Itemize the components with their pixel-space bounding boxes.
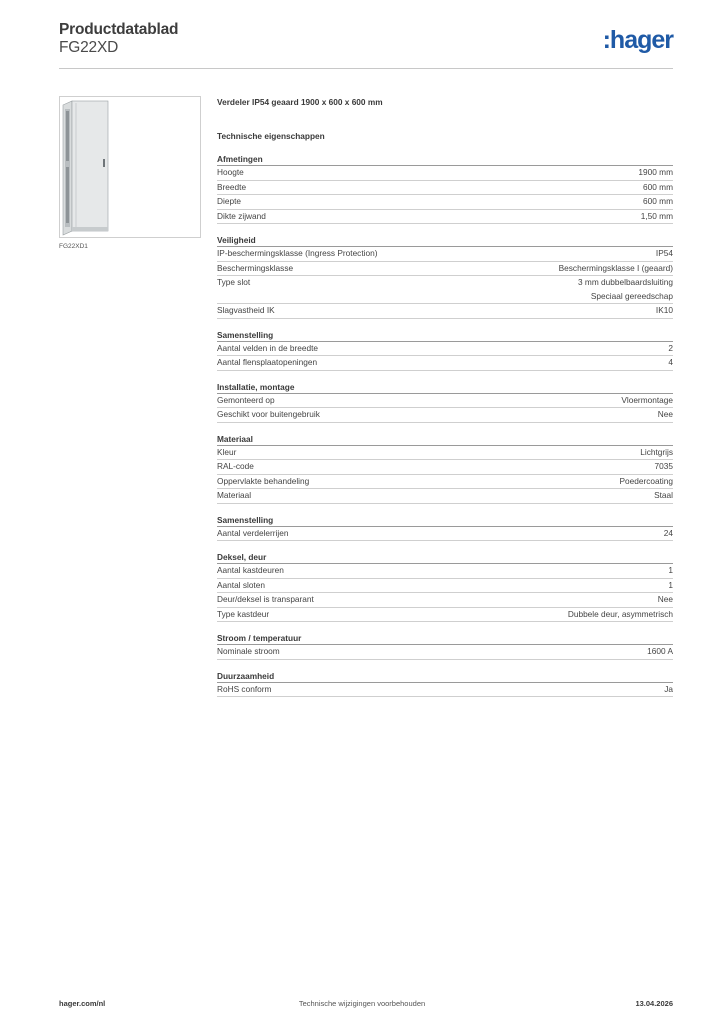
spec-label: Aantal verdelerrijen <box>217 527 289 538</box>
spec-value-line: 24 <box>663 527 673 538</box>
product-code: FG22XD <box>59 39 119 56</box>
spec-row <box>217 489 673 504</box>
spec-group-title: Installatie, montage <box>217 381 673 394</box>
spec-row <box>217 166 673 181</box>
spec-value-line: 1900 mm <box>638 167 673 177</box>
spec-value-line: Ja <box>664 683 673 694</box>
spec-value <box>655 460 673 474</box>
spec-label: RoHS conform <box>217 683 272 694</box>
product-image <box>59 96 201 238</box>
group-spacer <box>217 541 673 551</box>
spec-group-title: Samenstelling <box>217 514 673 527</box>
spec-row <box>217 181 673 196</box>
spec-label: Dikte zijwand <box>217 210 266 221</box>
spec-value <box>658 593 673 607</box>
document-title: Productdatablad <box>59 21 179 38</box>
spec-row <box>217 460 673 475</box>
spec-value <box>643 181 673 195</box>
spec-row <box>217 276 673 304</box>
spec-label: Type slot <box>217 277 251 287</box>
spec-group-title: Veiligheid <box>217 234 673 247</box>
spec-label: Aantal kastdeuren <box>217 565 284 575</box>
spec-label: Diepte <box>217 196 241 206</box>
spec-value-line: Lichtgrijs <box>640 446 673 457</box>
spec-row <box>217 645 673 660</box>
spec-label: Materiaal <box>217 490 252 500</box>
spec-value <box>656 247 673 261</box>
spec-label: Aantal velden in de breedte <box>217 342 319 353</box>
spec-row <box>217 356 673 371</box>
group-spacer <box>217 371 673 381</box>
spec-value <box>621 394 673 408</box>
group-spacer <box>217 622 673 632</box>
spec-value <box>668 356 673 370</box>
spec-content <box>217 96 673 697</box>
spec-value-line: Nee <box>657 594 673 604</box>
spec-value <box>656 304 673 318</box>
spec-row <box>217 593 673 608</box>
spec-label: IP-beschermingsklasse (Ingress Protection) <box>217 248 378 258</box>
group-spacer <box>217 504 673 514</box>
spec-value-line: IP54 <box>655 248 673 258</box>
header-divider <box>59 68 673 69</box>
spec-group-title: Afmetingen <box>217 153 673 166</box>
spec-group-title: Stroom / temperatuur <box>217 632 673 645</box>
spec-label: Breedte <box>217 181 247 192</box>
spec-row <box>217 608 673 623</box>
spec-row <box>217 408 673 423</box>
spec-value-line: 4 <box>668 357 673 367</box>
cabinet-illustration <box>60 97 200 237</box>
spec-value <box>668 579 673 593</box>
group-spacer <box>217 423 673 433</box>
footer-date: 13.04.2026 <box>635 999 673 1008</box>
spec-value-line: 7035 <box>654 461 673 471</box>
spec-row <box>217 247 673 262</box>
spec-value-line: 1,50 mm <box>640 210 673 221</box>
spec-label: Geschikt voor buitengebruik <box>217 409 320 419</box>
spec-value-line: 600 mm <box>643 196 673 206</box>
spec-value-line: Beschermingsklasse I (geaard) <box>558 262 673 273</box>
spec-value <box>658 408 673 422</box>
spec-row <box>217 564 673 579</box>
spec-label: Deur/deksel is transparant <box>217 594 314 604</box>
spec-row <box>217 262 673 277</box>
spec-value <box>664 683 673 697</box>
spec-label: Beschermingsklasse <box>217 262 294 273</box>
spec-value <box>559 262 673 276</box>
spec-group-title: Duurzaamheid <box>217 670 673 683</box>
spec-value-line: Poedercoating <box>619 475 673 486</box>
spec-value <box>641 210 673 224</box>
spec-value <box>654 489 673 503</box>
spec-label: Nominale stroom <box>217 646 280 656</box>
spec-row <box>217 475 673 490</box>
spec-value <box>578 276 673 303</box>
spec-label: Type kastdeur <box>217 608 270 619</box>
spec-value-line: 1 <box>668 579 673 590</box>
spec-value <box>568 608 673 622</box>
spec-group-title: Samenstelling <box>217 329 673 342</box>
spec-row <box>217 579 673 594</box>
page-header <box>59 20 673 70</box>
product-description: Verdeler IP54 geaard 1900 x 600 x 600 mm <box>217 97 383 107</box>
spec-label: Gemonteerd op <box>217 394 275 405</box>
spec-value <box>643 195 673 209</box>
spec-label: Aantal sloten <box>217 579 265 590</box>
spec-row <box>217 394 673 409</box>
spec-label: Hoogte <box>217 167 244 177</box>
group-spacer <box>217 660 673 670</box>
spec-group-title: Materiaal <box>217 433 673 446</box>
spec-value <box>619 475 673 489</box>
footer-disclaimer: Technische wijzigingen voorbehouden <box>298 999 426 1008</box>
spec-value <box>664 527 673 541</box>
spec-value-line: Nee <box>657 409 673 419</box>
spec-row <box>217 683 673 698</box>
spec-value-line: Vloermontage <box>621 394 673 405</box>
spec-value <box>638 166 673 180</box>
spec-label: Oppervlakte behandeling <box>217 475 310 486</box>
spec-row <box>217 304 673 319</box>
spec-value <box>640 446 673 460</box>
footer-website: hager.com/nl <box>59 999 106 1008</box>
spec-value <box>668 342 673 356</box>
hager-logo: :hager <box>602 26 673 54</box>
group-spacer <box>217 224 673 234</box>
spec-value <box>668 564 673 578</box>
spec-row <box>217 195 673 210</box>
spec-value-line: Dubbele deur, asymmetrisch <box>567 608 673 619</box>
image-caption: FG22XD1 <box>59 243 88 250</box>
spec-value-line: Staal <box>654 490 673 500</box>
spec-value-line: 1 <box>668 565 673 575</box>
spec-group-title: Deksel, deur <box>217 551 673 564</box>
spec-value-line: 2 <box>668 342 673 353</box>
spec-value-line: 1600 A <box>647 646 673 656</box>
spec-value-line: 600 mm <box>643 181 673 192</box>
spec-label: Kleur <box>217 446 237 457</box>
spec-row <box>217 527 673 542</box>
spec-value <box>647 645 673 659</box>
spec-label: Slagvastheid IK <box>217 305 275 315</box>
spec-value-line: Speciaal gereedschap <box>590 290 673 301</box>
spec-row <box>217 342 673 357</box>
spec-value-line: 3 mm dubbelbaardsluiting <box>577 277 673 287</box>
spec-value-line: IK10 <box>655 305 673 315</box>
spec-row <box>217 210 673 225</box>
spec-groups <box>217 153 673 697</box>
section-title: Technische eigenschappen <box>217 131 325 141</box>
group-spacer <box>217 319 673 329</box>
spec-row <box>217 446 673 461</box>
spec-label: RAL-code <box>217 461 254 471</box>
spec-label: Aantal flensplaatopeningen <box>217 357 318 367</box>
